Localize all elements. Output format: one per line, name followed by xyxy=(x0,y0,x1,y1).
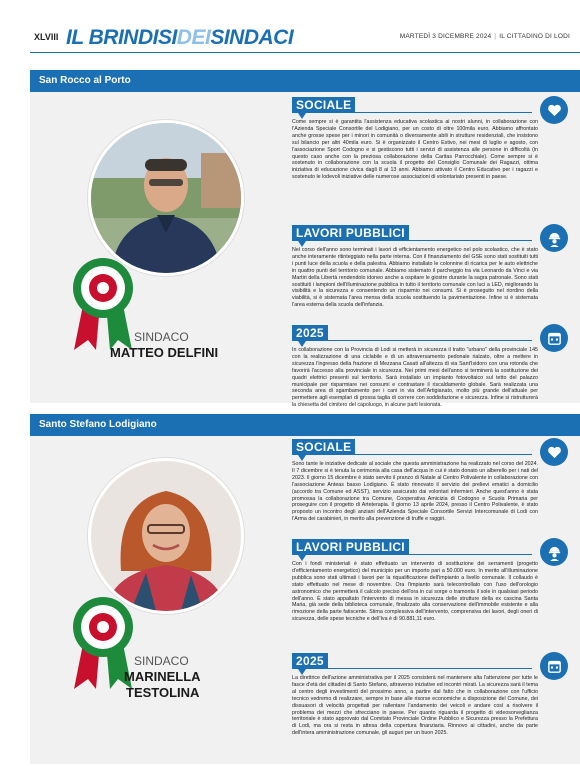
calendar-icon xyxy=(540,324,568,352)
mayor-photo xyxy=(91,123,241,273)
block-heading: 2025 xyxy=(292,325,328,340)
heading-rule xyxy=(292,112,532,113)
heading-tab xyxy=(298,455,306,461)
mayor-name-line-2: TESTOLINA xyxy=(126,685,200,700)
page-number: XLVIII xyxy=(34,32,59,42)
title-part-3: SINDACI xyxy=(210,26,294,49)
page-title xyxy=(66,26,293,50)
block-text: Con i fondi ministeriali è stato effettuato un intervento di sostituzione dei serramenti (progetto d'efficientamento energetico) del municipio per un importo pari a 50.000 euro. In merito all'illuminazione pubblica sono stati ultimati i lavori per la riqualificazione dell'impianto a livello comunale. Il collaudo è stato effettuato nel mese di novembre. Ora l'impianto sarà telecontrollato con l'uso dell'orologio astronomico che permetterà il calcolo preciso dell'ora in cui sorge o tramonta il sole in qualsiasi periodo dell'anno. È stato appaltato l'intervento di messa in sicurezza delle strutture della ex cascina Santa Maria, già sede della biblioteca comunale, finalizzato alla conservazione dell'immobile esistente e alla rimozione della parte fatiscente. Stima complessiva dell'intervento, comprensiva dei lavori, degli oneri di sicurezza, delle spese tecniche e dell'Iva è di 90.881,11 euro. xyxy=(292,561,538,623)
heading-tab xyxy=(298,555,306,561)
section-body xyxy=(30,436,580,764)
heart-hand-icon xyxy=(540,96,568,124)
heading-rule xyxy=(292,340,532,341)
block-heading: 2025 xyxy=(292,653,328,668)
mayor-name-line-1: MARINELLA xyxy=(124,669,201,684)
heart-hand-icon xyxy=(540,438,568,466)
town-section-san-rocco xyxy=(30,70,580,409)
worker-icon xyxy=(540,538,568,566)
block-text: Come sempre si è garantita l'assistenza educativa scolastica ai nostri alunni, in collaborazione con l'Azienda Speciale Consortile del Lodigiano, per un costo di oltre 100mila euro. Abbiamo affrontato anche grosse spese per i minori in comunità o diversamente abili in strutture residenziali, che insistono sul bilancio per altri 40mila euro. Si è organizzato il Centro Estivo, nei mesi di luglio e agosto, con l'associazione Sport Codogno e si gestiscono tutti i servizi di assistenza alle persone in difficoltà (in questo caso anche con la preziosa collaborazione della Caritas Parrocchiale). Come sempre si è sostenuto in collaborazione con la scuola il progetto del Consiglio Comunale dei Ragazzi, ottima iniziativa di educazione civica dagli 8 ai 13 anni. Abbiamo attivato il Centro Educativo per i ragazzi e sostenuto le lodevoli iniziative delle numerose associazioni di volontariato presenti in paese. xyxy=(292,119,538,181)
block-heading: SOCIALE xyxy=(292,97,355,112)
heading-tab xyxy=(298,341,306,347)
block-sociale xyxy=(292,96,568,181)
title-part-2: DEI xyxy=(176,26,211,49)
heading-rule xyxy=(292,554,532,555)
town-name: San Rocco al Porto xyxy=(30,70,580,92)
heading-tab xyxy=(298,241,306,247)
block-heading: LAVORI PUBBLICI xyxy=(292,225,409,240)
header-rule xyxy=(30,52,580,53)
block-2025 xyxy=(292,652,568,737)
heading-rule xyxy=(292,454,532,455)
town-name: Santo Stefano Lodigiano xyxy=(30,414,580,436)
calendar-icon xyxy=(540,652,568,680)
date-line: MARTEDÌ 3 DICEMBRE 2024 | IL CITTADINO DI LODI xyxy=(399,33,570,40)
section-body xyxy=(30,92,580,409)
block-text: Sono tante le iniziative dedicate al sociale che questa amministrazione ha realizzato nel corso del 2024. Il 7 dicembre si è tenuta la cerimonia alla casa dell'acqua in cui è stato donato un alberello per i nati del 2023. Il giorno 15 dicembre è stato servito il pranzo di Natale al Centro Polivalente in collaborazione con l'associazione Anteas basso Lodigiano. È stato rinnovato il servizio dei prelievi ematici a domicilio (accordo tra Comune ed ASST), servizio assicurato dai volontari infermieri. Anche quest'anno è stata promossa la collaborazione tra Comune, Cooperativa Amicizia di Codogno e Scuola Primaria per proseguire con il progetto di Arteterapia. Il giorno 13 aprile 2024, presso il Centro Polivalente, è stato proposto un incontro degli anziani dell'Azienda Speciale Consortile Servizi Intercomunale di Lodi con l'Arma dei carabinieri, in merito alla prevenzione di truffe e raggiri. xyxy=(292,461,538,523)
issue-date: MARTEDÌ 3 DICEMBRE 2024 xyxy=(399,33,492,40)
town-section-santo-stefano xyxy=(30,414,580,764)
block-heading: LAVORI PUBBLICI xyxy=(292,539,409,554)
heading-tab xyxy=(298,669,306,675)
block-lavori-pubblici xyxy=(292,224,568,309)
block-heading: SOCIALE xyxy=(292,439,355,454)
mayor-name: MATTEO DELFINI xyxy=(110,345,219,360)
worker-icon xyxy=(540,224,568,252)
block-2025 xyxy=(292,324,568,409)
mayor-photo xyxy=(91,461,241,611)
title-part-1: IL BRINDISI xyxy=(66,26,177,49)
block-text: In collaborazione con la Provincia di Lodi si metterà in sicurezza il tratto "urbano" della provinciale 145 con la realizzazione di una ciclabile e di un attraversamento pedonale rialzato, oltre a mettere in sicurezza l'ingresso della frazione di Mezzana Casati all'altezza di via Sant'Isidoro con una rotonda che favorirà l'accesso alla provinciale in sicurezza. Nei primi mesi dell'anno si terminerà la sostituzione dei quadri elettrici presenti sul territorio. Sarà installato un impianto fotovoltaico sul tetto del palazzo municipale per risparmiare nei consumi e contrastare il riscaldamento globale. Sarà realizzata una seconda area di sgambamento per i cani in via dell'Artigianato, molto più grande dell'attuale per permettere agli esemplari di grossa taglia di correre con soddisfazione e sicurezza. Infine si ristrutturerà la chiesetta del cimitero del capoluogo, in alcune parti lesionata. xyxy=(292,347,538,409)
block-text: La direttrice dell'azione amministrativa per il 2025 consisterà nel mantenere alta l'attenzione per tutte le fasce d'età dei cittadini di Santo Stefano, attraverso iniziative ed incontri mirati. La sicurezza sarà il tema al centro degli investimenti del prossimo anno, a partire dal fatto che in collaborazione con l'ufficio tecnico vedremo di realizzare, sempre in base alle risorse economiche a disposizione del Comune, dei dissuasori di velocità progettati per rallentare l'andamento dei veicoli e andare così a risolvere il problema dei mezzi che sfrecciano in paese. Per quanto riguarda il progetto di videosorveglianza territoriale è stato approvato dal Comitato Provinciale Ordine Pubblico e Sicurezza presso la Prefettura di Lodi, ma ora si resta in attesa della copertura finanziaria. Rinnovo ai cittadini, anche da parte dell'intera amministrazione comunale, gli auguri per un buon 2025. xyxy=(292,675,538,737)
masthead xyxy=(0,0,580,62)
heading-rule xyxy=(292,668,532,669)
block-lavori-pubblici xyxy=(292,538,568,623)
role-label: SINDACO xyxy=(134,654,189,668)
block-sociale xyxy=(292,438,568,523)
heading-rule xyxy=(292,240,532,241)
tricolor-rosette-icon xyxy=(66,252,140,352)
role-label: SINDACO xyxy=(134,330,189,344)
publication-name: IL CITTADINO DI LODI xyxy=(499,33,570,40)
heading-tab xyxy=(298,113,306,119)
block-text: Nel corso dell'anno sono terminati i lavori di efficientamento energetico nel polo scolastico, che è stato anche interamente ritinteggiato nella parte interna. Con il finanziamento del GSE sono stati sostituiti tutti i punti luce della scuola e della palestra. Abbiamo installato le colonnine di ricarica per le auto elettriche in quattro punti del territorio comunale. Abbiamo sistemato il parcheggio tra via Leonardo da Vinci e via Martiri della Libertà rendendolo idoneo anche a ospitare le giostre durante la sagra patronale. Sono stati sostituiti i lampioni dell'illuminazione pubblica in tutto il territorio comunale con luci a LED, migliorando la visibilità e la sicurezza e consentendo un risparmio nei consumi. Si è proseguito nel riordino della viabilità, si è sistemata l'area mensa della scuola sostituendo la pavimentazione. Infine si è sistemata l'area esterna della scuola dell'infanzia. xyxy=(292,247,538,309)
